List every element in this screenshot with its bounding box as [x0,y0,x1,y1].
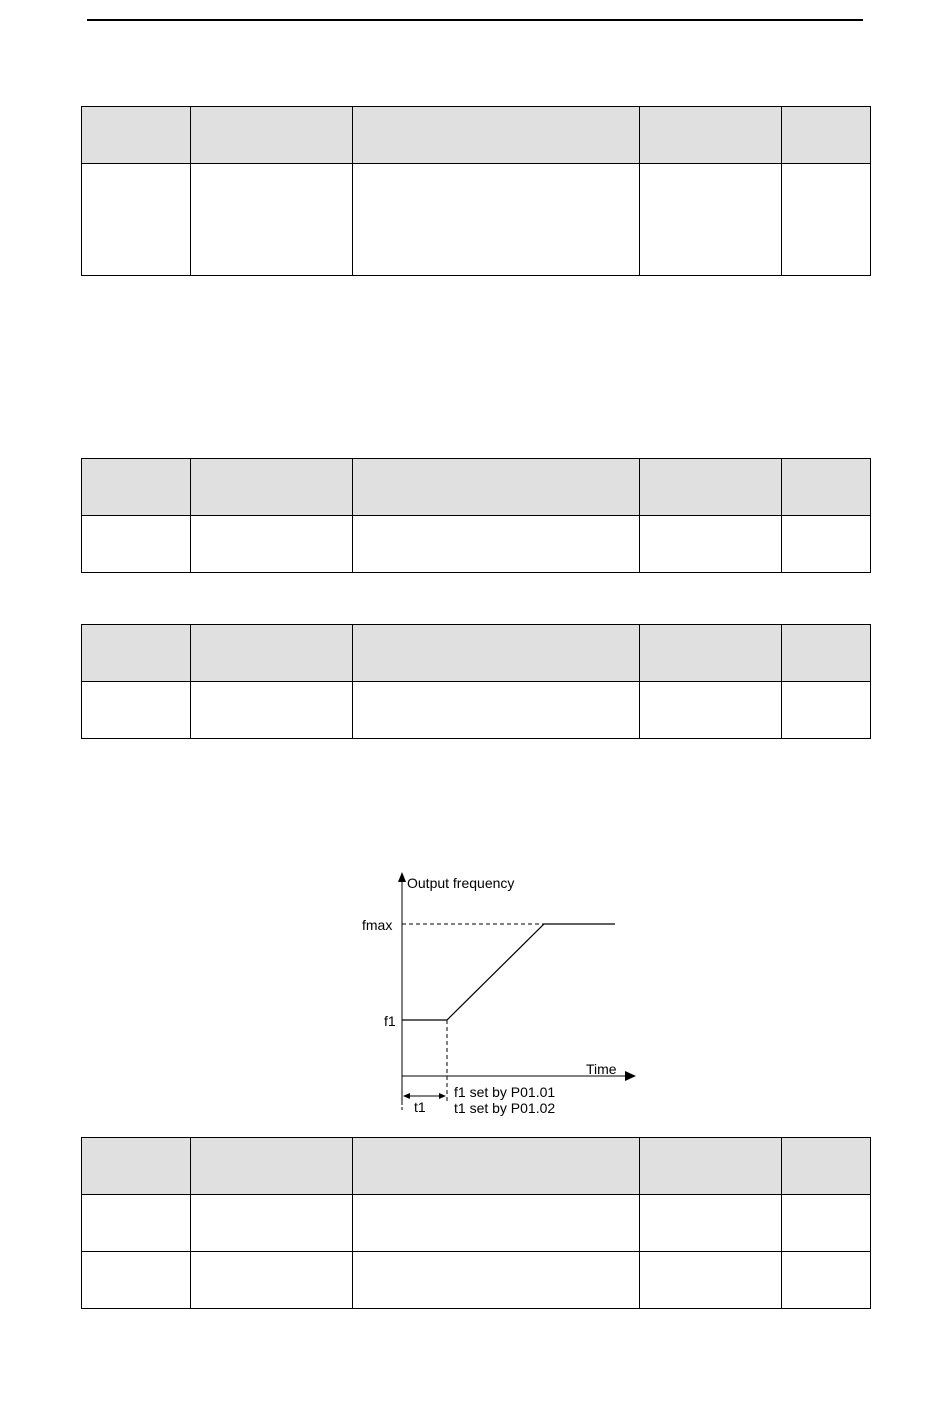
table-header-cell [639,459,781,516]
header-rule [87,19,863,21]
table-cell [781,1195,870,1252]
table-cell [639,682,781,739]
table-row [82,164,871,276]
table-cell [781,1252,870,1309]
table-cell [82,1252,191,1309]
x-axis-label: Time [586,1061,617,1077]
table-header-cell [82,459,191,516]
table-cell [781,516,870,573]
table-cell [191,516,353,573]
table-cell [191,1195,353,1252]
table-cell [353,682,639,739]
table-cell [781,682,870,739]
table-cell [191,164,353,276]
note-t1: t1 set by P01.02 [454,1100,556,1116]
table-row [82,1195,871,1252]
y-axis-label: Output frequency [407,875,515,891]
parameter-table-4 [81,1137,871,1309]
table-cell [353,1252,639,1309]
table-header-cell [353,107,639,164]
table-header-cell [781,1138,870,1195]
output-frequency-curve [402,924,615,1020]
parameter-table-3 [81,624,871,739]
table-header-cell [191,625,353,682]
table-cell [639,164,781,276]
fmax-label: fmax [362,917,393,933]
table-cell [781,164,870,276]
table-header-cell [82,1138,191,1195]
table-header-cell [781,625,870,682]
parameter-table-1 [81,106,871,276]
table-cell [639,1195,781,1252]
table-header-cell [82,107,191,164]
table-header-cell [639,107,781,164]
table-cell [353,1195,639,1252]
table-header-row [82,625,871,682]
table-cell [639,1252,781,1309]
t1-arrow-right-icon [439,1093,446,1099]
table-cell [82,1195,191,1252]
table-cell [82,682,191,739]
parameter-table-2 [81,458,871,573]
table-header-cell [191,107,353,164]
table-cell [191,1252,353,1309]
table-header-cell [353,1138,639,1195]
table-row [82,1252,871,1309]
t1-label: t1 [414,1099,426,1115]
x-axis-arrow-icon [625,1071,636,1081]
output-frequency-diagram [355,862,645,1122]
table-header-cell [639,1138,781,1195]
table-cell [191,682,353,739]
table-cell [82,516,191,573]
y-axis-arrow-icon [398,872,406,882]
t1-arrow-left-icon [403,1093,410,1099]
table-header-cell [781,107,870,164]
table-header-row [82,459,871,516]
table-cell [353,164,639,276]
table-cell [353,516,639,573]
table-header-cell [353,625,639,682]
table-row [82,682,871,739]
table-cell [82,164,191,276]
f1-label: f1 [384,1013,396,1029]
table-header-cell [82,625,191,682]
note-f1: f1 set by P01.01 [454,1084,556,1100]
table-header-cell [353,459,639,516]
table-header-cell [639,625,781,682]
table-header-cell [781,459,870,516]
table-header-cell [191,459,353,516]
table-header-row [82,107,871,164]
table-header-row [82,1138,871,1195]
table-header-cell [191,1138,353,1195]
table-cell [639,516,781,573]
table-row [82,516,871,573]
